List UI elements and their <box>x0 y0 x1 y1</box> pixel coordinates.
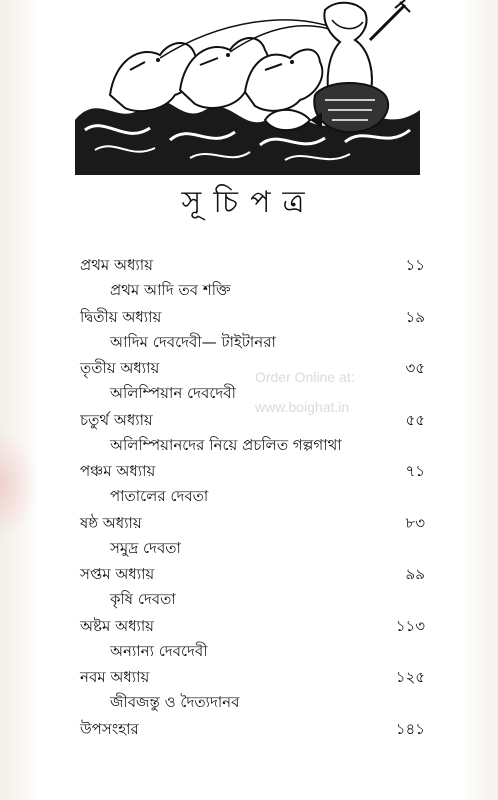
watermark <box>255 362 375 422</box>
chapter-title: অষ্টম অধ্যায় <box>80 616 155 635</box>
toc-title: সূচিপত্র <box>181 185 317 220</box>
chapter-subtitle: অলিম্পিয়ান দেবদেবী <box>110 384 236 402</box>
chapter-subtitle: জীবজন্তু ও দৈত্যদানব <box>110 693 240 711</box>
page-stain <box>0 430 40 540</box>
toc-entry-8 <box>80 616 425 668</box>
toc-entry-6 <box>80 513 425 565</box>
page-number: ১২৫ <box>395 668 425 686</box>
sea-god-chariot-illustration <box>70 0 425 175</box>
page-number: ৫৫ <box>405 410 425 429</box>
chapter-subtitle: কৃষি দেবতা <box>110 590 176 608</box>
chapter-title: তৃতীয় অধ্যায় <box>80 359 160 377</box>
chapter-title: পঞ্চম অধ্যায় <box>80 462 156 480</box>
chapter-subtitle: সমুদ্র দেবতা <box>110 538 181 557</box>
page-number: ১১ <box>405 256 425 274</box>
toc-entry-7 <box>80 564 425 616</box>
chapter-title: ষষ্ঠ অধ্যায় <box>80 513 142 532</box>
chapter-title: দ্বিতীয় অধ্যায় <box>80 307 162 326</box>
toc-entry-10 <box>80 719 425 771</box>
page-number: ১৯ <box>405 307 425 326</box>
chapter-title: উপসংহার <box>80 719 139 738</box>
chapter-subtitle: পাতালের দেবতা <box>110 487 209 505</box>
chapter-subtitle: অলিম্পিয়ানদের নিয়ে প্রচলিত গল্পগাথা <box>110 435 342 454</box>
toc-entry-5 <box>80 461 425 513</box>
chapter-subtitle: প্রথম আদি তব শক্তি <box>110 281 231 299</box>
toc-entry-2 <box>80 307 425 359</box>
page-number: ১১৩ <box>395 616 425 635</box>
table-of-contents <box>80 255 425 770</box>
page-number: ৯৯ <box>405 565 425 583</box>
toc-entry-9 <box>80 667 425 719</box>
chapter-title: প্রথম অধ্যায় <box>80 256 153 274</box>
chapter-title: নবম অধ্যায় <box>80 668 150 686</box>
chapter-subtitle: অন্যান্য দেবদেবী <box>110 641 208 660</box>
page-number: ৭১ <box>405 462 425 480</box>
watermark-line-1: Order Online at: <box>255 369 355 385</box>
page-number: ১৪১ <box>395 719 425 738</box>
chapter-title: চতুর্থ অধ্যায় <box>80 410 153 429</box>
page-number: ৩৫ <box>405 359 425 377</box>
watermark-line-2: www.boighat.in <box>255 399 350 415</box>
chapter-title: সপ্তম অধ্যায় <box>80 565 155 583</box>
chapter-subtitle: আদিম দেবদেবী— টাইটানরা <box>110 332 276 351</box>
page-number: ৮৩ <box>405 513 425 532</box>
toc-entry-1 <box>80 255 425 307</box>
